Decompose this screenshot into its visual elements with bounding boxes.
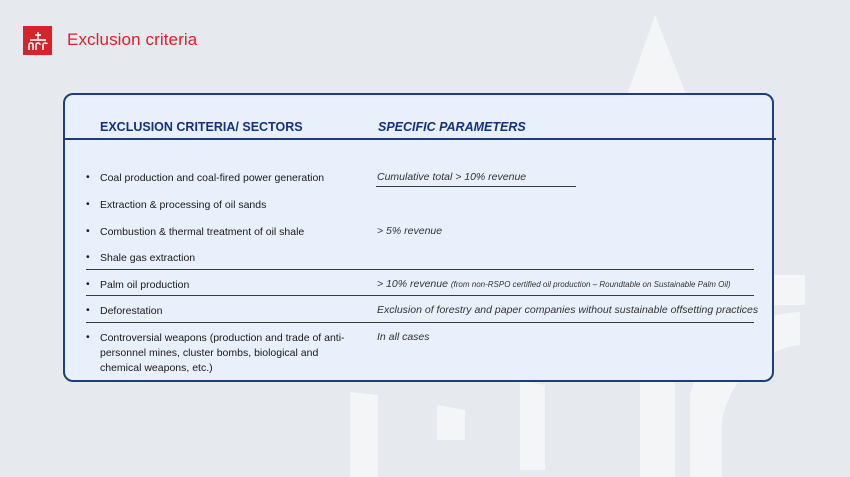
brand-logo-icon	[27, 31, 49, 51]
page-title: Exclusion criteria	[67, 30, 198, 49]
criteria-text: Shale gas extraction	[100, 252, 196, 264]
criteria-text: Combustion & thermal treatment of oil shale	[100, 226, 305, 238]
row-divider	[376, 186, 576, 187]
row-divider	[86, 322, 754, 323]
header-divider	[63, 138, 776, 140]
bullet: •	[86, 278, 90, 290]
parameter-text: > 5% revenue	[377, 225, 443, 237]
parameter-text: Exclusion of forestry and paper companies without sustainable offsetting practices	[377, 304, 759, 316]
parameter-text: Cumulative total > 10% revenue	[377, 171, 527, 183]
column-header-criteria: EXCLUSION CRITERIA/ SECTORS	[100, 120, 303, 134]
exclusion-criteria-table	[63, 93, 774, 382]
criteria-text: Palm oil production	[100, 279, 190, 291]
bullet: •	[86, 171, 90, 183]
brand-logo	[23, 26, 52, 55]
row-divider	[86, 295, 754, 296]
column-header-parameters: SPECIFIC PARAMETERS	[378, 120, 526, 134]
bullet: •	[86, 304, 90, 316]
parameter-note: (from non-RSPO certified oil production – Roundtable on Sustainable Palm Oil)	[450, 280, 731, 289]
parameter-value: > 10% revenue	[377, 278, 448, 290]
bullet: •	[86, 198, 90, 210]
criteria-text: Deforestation	[100, 305, 163, 317]
parameter-text: In all cases	[377, 331, 430, 343]
bullet: •	[86, 251, 90, 263]
bullet: •	[86, 331, 90, 343]
criteria-text: Coal production and coal-fired power generation	[100, 172, 325, 184]
criteria-text: Controversial weapons (production and trade of anti-personnel mines, cluster bombs, biological and chemical weapons, etc.)	[100, 332, 345, 374]
criteria-text: Extraction & processing of oil sands	[100, 199, 267, 211]
parameter-text	[377, 278, 731, 290]
bullet: •	[86, 225, 90, 237]
row-divider	[86, 269, 754, 270]
